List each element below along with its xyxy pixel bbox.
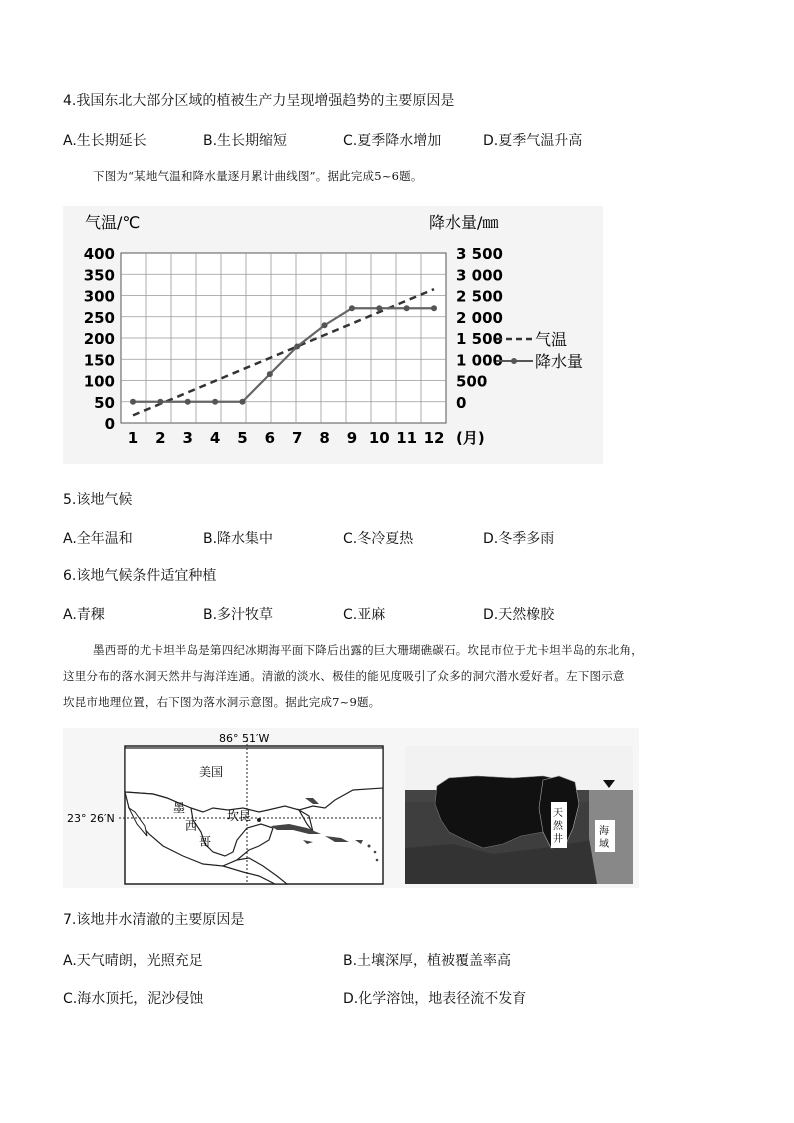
q4-option-b: B.生长期缩短	[203, 133, 288, 149]
x-tick-label: 2	[155, 429, 166, 447]
y-left-tick-label: 0	[104, 415, 115, 433]
chart-grid	[121, 253, 446, 423]
q7-option-a: A.天气晴朗，光照充足	[63, 953, 203, 969]
mexico-label-2: 西	[185, 819, 198, 833]
y-right-tick-label: 1 500	[456, 330, 503, 348]
question-5-stem: 5.该地气候	[63, 492, 133, 508]
legend-precipitation-marker	[511, 358, 517, 364]
y-right-tick-label: 3 000	[456, 266, 503, 285]
y-left-tick-label: 300	[83, 287, 115, 306]
y-left-tick-label: 250	[83, 308, 115, 327]
q4-option-d: D.夏季气温升高	[483, 133, 583, 149]
precipitation-point	[130, 399, 136, 405]
x-tick-label: 10	[368, 429, 390, 447]
x-axis-unit-label: (月)	[456, 429, 485, 447]
x-tick-label: 1	[127, 429, 139, 447]
q4-option-c: C.夏季降水增加	[343, 133, 442, 149]
intro-7-9-line1: 墨西哥的尤卡坦半岛是第四纪冰期海平面下降后出露的巨大珊瑚礁碳石。坎昆市位于尤卡坦半岛的东北角，	[93, 643, 643, 657]
y-right-tick-label: 2 500	[456, 287, 503, 306]
q5-option-d: D.冬季多雨	[483, 531, 555, 547]
x-tick-label: 7	[291, 429, 303, 447]
precipitation-point	[376, 305, 382, 311]
question-4-stem: 4.我国东北大部分区域的植被生产力呈现增强趋势的主要原因是	[63, 93, 455, 109]
sea-label-1: 海	[599, 826, 609, 837]
x-tick-label: 4	[209, 429, 221, 447]
question-7-stem: 7.该地井水清澈的主要原因是	[63, 912, 245, 928]
precipitation-point	[322, 322, 328, 328]
precipitation-point	[431, 305, 437, 311]
well-label-3: 井	[553, 834, 563, 845]
y-axis-right-label: 降水量/㎜	[429, 213, 499, 232]
mexico-label-3: 哥	[199, 835, 212, 849]
y-left-tick-label: 50	[94, 393, 115, 412]
x-tick-label: 8	[319, 429, 330, 447]
precipitation-point	[157, 399, 163, 405]
y-left-tick-label: 100	[83, 372, 115, 391]
intro-7-9-line3: 坎昆市地理位置，右下图为落水洞示意图。据此完成7~9题。	[63, 695, 381, 709]
precipitation-point	[267, 371, 273, 377]
usa-label: 美国	[199, 765, 224, 779]
y-right-tick-label: 2 000	[456, 308, 503, 327]
precipitation-point	[294, 344, 300, 350]
q7-option-c: C.海水顶托，泥沙侵蚀	[63, 991, 204, 1007]
q6-option-b: B.多汁牧草	[203, 607, 274, 623]
y-right-tick-label: 3 500	[456, 245, 503, 263]
precipitation-point	[349, 305, 355, 311]
longitude-label: 86° 51′W	[219, 732, 270, 745]
cancun-point	[257, 818, 261, 822]
x-tick-label: 9	[346, 429, 358, 447]
precipitation-point	[404, 305, 410, 311]
x-tick-label: 11	[396, 429, 418, 447]
y-left-tick-label: 400	[83, 245, 115, 263]
x-tick-label: 12	[423, 429, 445, 447]
q7-option-d: D.化学溶蚀，地表径流不发育	[343, 991, 527, 1007]
legend-temperature-label: 气温	[535, 330, 568, 349]
legend-precipitation-label: 降水量	[535, 352, 584, 371]
intro-5-6: 下图为“某地气温和降水量逐月累计曲线图”。据此完成5~6题。	[93, 169, 423, 183]
y-right-tick-label: 1 000	[456, 351, 503, 370]
y-right-tick-label: 0	[456, 393, 467, 412]
q4-option-a: A.生长期延长	[63, 133, 147, 149]
y-axis-left-label: 气温/℃	[85, 213, 141, 232]
x-tick-label: 3	[182, 429, 193, 447]
q6-option-d: D.天然橡胶	[483, 607, 555, 623]
cancun-location-map	[63, 728, 393, 888]
y-left-tick-label: 150	[83, 351, 115, 370]
y-left-tick-label: 350	[83, 266, 115, 285]
well-label-2: 然	[553, 821, 563, 832]
mexico-label-1: 墨	[173, 801, 186, 815]
precipitation-point	[239, 399, 245, 405]
q5-option-c: C.冬冷夏热	[343, 531, 414, 547]
well-label-1: 天	[553, 808, 563, 819]
x-tick-label: 6	[264, 429, 276, 447]
q6-option-a: A.青稞	[63, 607, 105, 623]
x-tick-label: 5	[237, 429, 248, 447]
cancun-label: 坎昆	[227, 809, 252, 823]
sea-label-2: 域	[599, 839, 609, 850]
question-6-stem: 6.该地气候条件适宜种植	[63, 568, 217, 584]
q6-option-c: C.亚麻	[343, 607, 386, 623]
climate-chart	[63, 206, 603, 464]
y-left-tick-label: 200	[83, 330, 115, 348]
precipitation-point	[212, 399, 218, 405]
precipitation-point	[185, 399, 191, 405]
q5-option-a: A.全年温和	[63, 531, 133, 547]
latitude-label: 23° 26′N	[67, 812, 115, 825]
q7-option-b: B.土壤深厚，植被覆盖率高	[343, 953, 512, 969]
q5-option-b: B.降水集中	[203, 531, 274, 547]
intro-7-9-line2: 这里分布的落水洞天然井与海洋连通。清澈的淡水、极佳的能见度吸引了众多的洞穴潜水爱好者。左下图示意	[63, 669, 625, 683]
y-right-tick-label: 500	[456, 372, 488, 391]
sinkhole-diagram	[393, 728, 639, 888]
